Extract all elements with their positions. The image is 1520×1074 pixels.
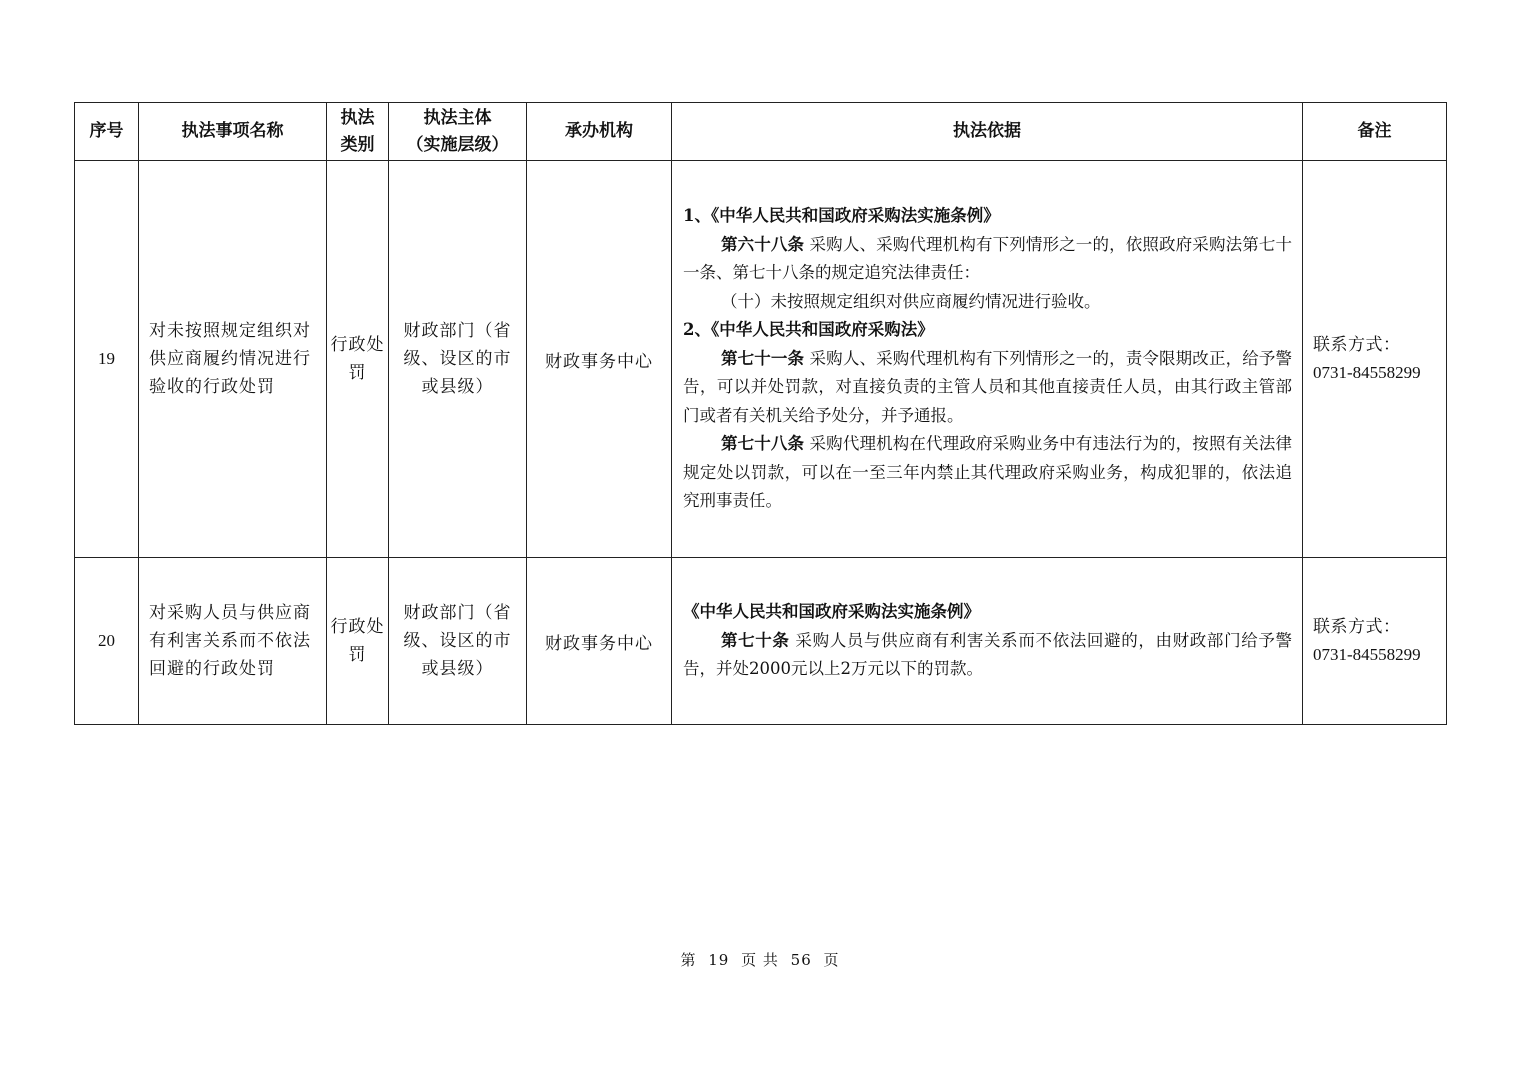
law-title: 《中华人民共和国政府采购法实施条例》 — [683, 602, 980, 622]
row-legal-basis — [672, 558, 1303, 725]
row-type: 行政处罚 — [327, 161, 389, 558]
row-num: 20 — [75, 558, 139, 725]
header-note: 备注 — [1303, 103, 1447, 161]
article-text: 采购人员与供应商有利害关系而不依法回避的，由财政部门给予警告，并处2000元以上2万元以下的罚款。 — [683, 630, 1293, 679]
law-article — [683, 430, 1292, 516]
header-num: 序号 — [75, 103, 139, 161]
page-footer — [0, 949, 1520, 970]
header-subject — [389, 103, 527, 161]
row-item-name: 对采购人员与供应商有利害关系而不依法回避的行政处罚 — [139, 558, 327, 725]
article-label: 第七十一条 — [720, 348, 805, 368]
row-type: 行政处罚 — [327, 558, 389, 725]
law-article — [683, 231, 1292, 288]
footer-middle: 页 共 — [741, 951, 779, 969]
article-text: 采购代理机构在代理政府采购业务中有违法行为的，按照有关法律规定处以罚款，可以在一至三年内禁止其代理政府采购业务，构成犯罪的，依法追究刑事责任。 — [683, 434, 1293, 511]
header-name: 执法事项名称 — [139, 103, 327, 161]
article-text: 采购人、采购代理机构有下列情形之一的，责令限期改正，给予警告，可以并处罚款，对直接负责的主管人员和其他直接责任人员，由其行政主管部门或者有关机关给予处分，并予通报。 — [683, 348, 1293, 425]
header-subject-line1: 执法主体 — [423, 107, 492, 128]
article-label: 第七十条 — [720, 630, 790, 650]
header-type — [327, 103, 389, 161]
footer-prefix: 第 — [680, 951, 697, 969]
row-note — [1303, 558, 1447, 725]
row-org: 财政事务中心 — [527, 161, 672, 558]
law-article — [683, 345, 1292, 431]
law-article — [683, 627, 1292, 684]
row-subject: 财政部门（省级、设区的市或县级） — [389, 161, 527, 558]
contact-label: 联系方式： — [1313, 335, 1401, 355]
footer-total-pages: 56 — [790, 951, 812, 969]
header-type-line1: 执法 — [340, 107, 375, 128]
enforcement-table — [74, 102, 1447, 725]
article-item: （十）未按照规定组织对供应商履约情况进行验收。 — [720, 291, 1101, 311]
row-note — [1303, 161, 1447, 558]
row-subject: 财政部门（省级、设区的市或县级） — [389, 558, 527, 725]
article-text: 采购人、采购代理机构有下列情形之一的，依照政府采购法第七十一条、第七十八条的规定追究法律责任： — [683, 234, 1293, 283]
law-title: 1、《中华人民共和国政府采购法实施条例》 — [683, 206, 1000, 226]
table-row — [75, 161, 1447, 558]
header-basis: 执法依据 — [672, 103, 1303, 161]
row-legal-basis — [672, 161, 1303, 558]
footer-suffix: 页 — [823, 951, 840, 969]
contact-phone: 0731-84558299 — [1313, 645, 1421, 664]
contact-label: 联系方式： — [1313, 617, 1401, 637]
table-row — [75, 558, 1447, 725]
article-label: 第六十八条 — [720, 234, 805, 254]
contact-phone: 0731-84558299 — [1313, 363, 1421, 382]
law-title: 2、《中华人民共和国政府采购法》 — [683, 320, 934, 340]
footer-current-page: 19 — [708, 951, 730, 969]
header-org: 承办机构 — [527, 103, 672, 161]
row-org: 财政事务中心 — [527, 558, 672, 725]
header-type-line2: 类别 — [340, 134, 375, 155]
row-num: 19 — [75, 161, 139, 558]
table-header-row — [75, 103, 1447, 161]
row-item-name: 对未按照规定组织对供应商履约情况进行验收的行政处罚 — [139, 161, 327, 558]
header-subject-line2: （实施层级） — [406, 134, 509, 155]
article-label: 第七十八条 — [720, 434, 805, 454]
